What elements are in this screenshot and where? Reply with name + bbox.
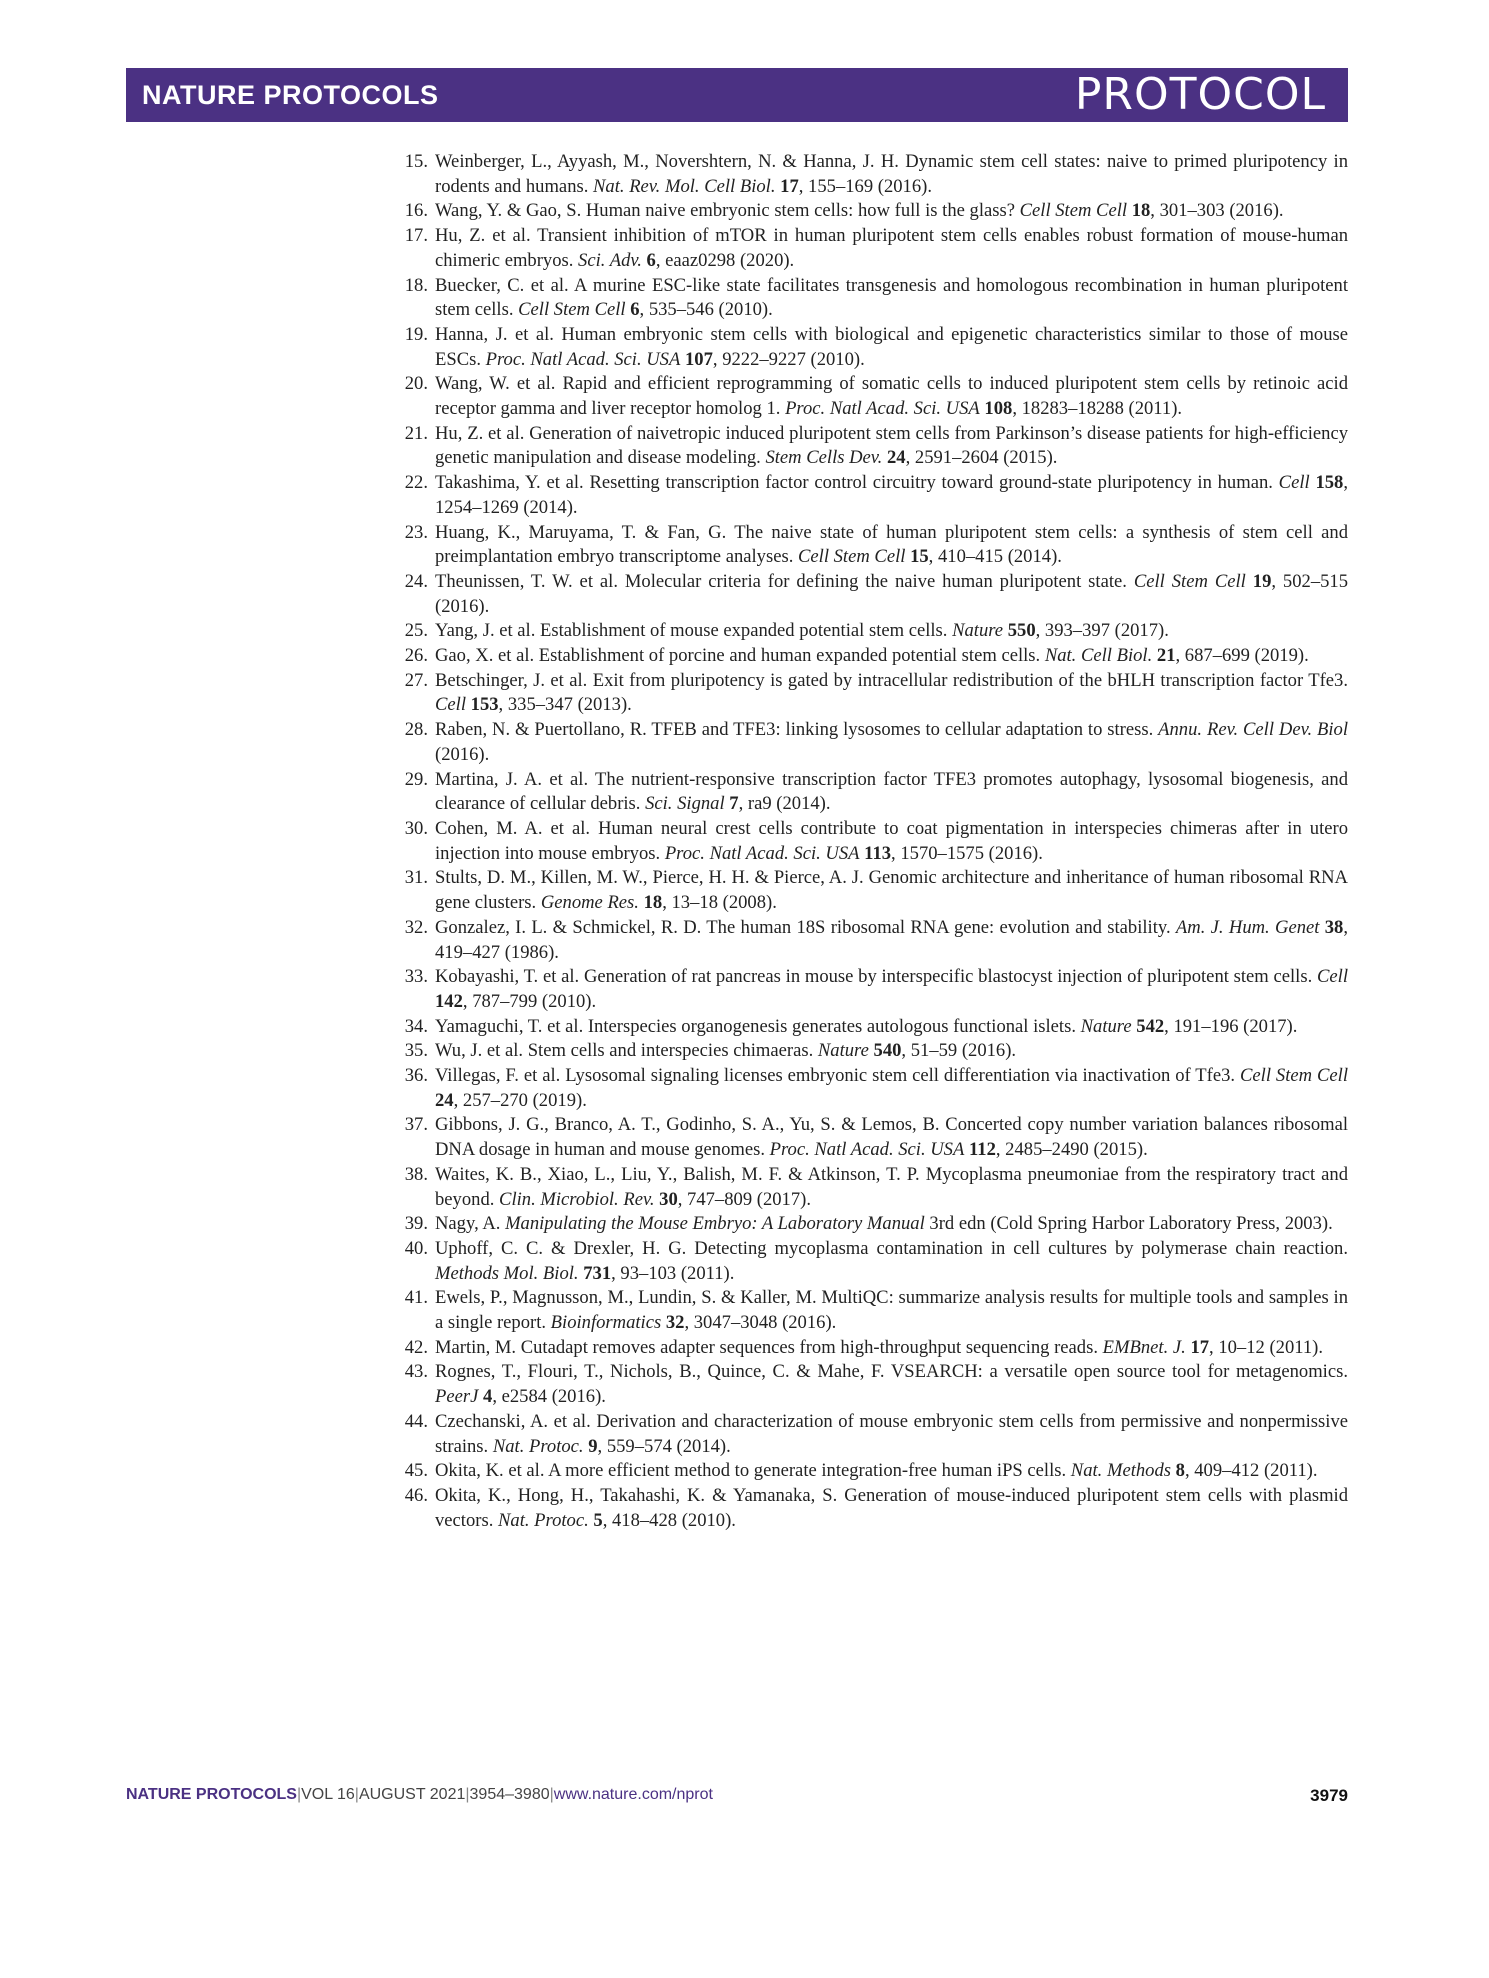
reference-number: 37. <box>404 1114 428 1136</box>
reference-text: Theunissen, T. W. et al. Molecular criteria for defining the naive human pluripotent state. <box>435 570 1134 592</box>
reference-item <box>390 619 1348 644</box>
reference-volume: 108 <box>984 398 1013 420</box>
reference-source: Proc. Natl Acad. Sci. USA <box>485 348 681 370</box>
reference-text: , 51–59 (2016). <box>901 1040 1017 1062</box>
reference-number: 33. <box>404 966 428 988</box>
reference-text: Huang, K., Maruyama, T. & Fan, G. The naive state of human pluripotent stem cells: a synthesis of stem cell and preimplantation embryo transcriptome analyses. <box>435 521 1348 568</box>
reference-source: Genome Res. <box>540 892 639 914</box>
reference-text: 3rd edn (Cold Spring Harbor Laboratory Press, 2003). <box>924 1213 1333 1235</box>
reference-number: 41. <box>404 1287 428 1309</box>
reference-source: Sci. Adv. <box>578 249 642 271</box>
reference-text: Martina, J. A. et al. The nutrient-responsive transcription factor TFE3 promotes autophagy, lysosomal biogenesis, and clearance of cellular debris. <box>435 768 1348 815</box>
reference-text: Waites, K. B., Xiao, L., Liu, Y., Balish, M. F. & Atkinson, T. P. Mycoplasma pneumoniae from the respiratory tract and beyond. <box>435 1163 1348 1210</box>
reference-text: Betschinger, J. et al. Exit from pluripotency is gated by intracellular redistribution of the bHLH transcription factor Tfe3. <box>435 669 1348 691</box>
reference-item <box>390 1212 1348 1237</box>
reference-source: Proc. Natl Acad. Sci. USA <box>769 1139 965 1161</box>
reference-volume: 6 <box>646 249 656 271</box>
journal-header-banner <box>126 68 1348 122</box>
reference-volume: 107 <box>685 348 713 370</box>
footer-separator: | <box>549 1786 554 1803</box>
reference-number: 19. <box>404 323 428 345</box>
footer-separator: | <box>354 1786 359 1803</box>
reference-source: Nature <box>1080 1015 1132 1037</box>
reference-item <box>390 1237 1348 1286</box>
reference-item <box>390 817 1348 866</box>
reference-text: Gao, X. et al. Establishment of porcine and human expanded potential stem cells. <box>435 645 1045 667</box>
reference-text: Wu, J. et al. Stem cells and interspecies chimaeras. <box>435 1040 818 1062</box>
reference-text: , 2485–2490 (2015). <box>995 1139 1148 1161</box>
reference-text: Hanna, J. et al. Human embryonic stem cells with biological and epigenetic characteristics similar to those of mouse ESCs. <box>435 323 1348 370</box>
reference-text: , 535–546 (2010). <box>639 299 773 321</box>
reference-text: , 3047–3048 (2016). <box>684 1312 837 1334</box>
reference-text: Gonzalez, I. L. & Schmickel, R. D. The human 18S ribosomal RNA gene: evolution and stability. <box>435 916 1176 938</box>
reference-source: Cell Stem Cell <box>798 546 906 568</box>
article-type-label: PROTOCOL <box>1074 69 1326 120</box>
reference-text: , 1254–1269 (2014). <box>435 472 1348 518</box>
reference-source: Cell <box>435 694 466 716</box>
reference-text: Ewels, P., Magnusson, M., Lundin, S. & Kaller, M. MultiQC: summarize analysis results for multiple tools and samples in a single report. <box>435 1287 1348 1334</box>
reference-item <box>390 471 1348 520</box>
reference-number: 34. <box>404 1015 428 1037</box>
reference-volume: 8 <box>1175 1460 1185 1482</box>
reference-text: Uphoff, C. C. & Drexler, H. G. Detecting mycoplasma contamination in cell cultures by polymerase chain reaction. <box>435 1237 1348 1259</box>
reference-item <box>390 965 1348 1014</box>
reference-item <box>390 718 1348 767</box>
reference-volume: 4 <box>483 1386 493 1408</box>
reference-number: 45. <box>404 1460 428 1482</box>
footer-volume: VOL 16 <box>301 1786 355 1803</box>
reference-source: Stem Cells Dev. <box>765 447 883 469</box>
reference-source: Bioinformatics <box>550 1312 662 1334</box>
reference-volume: 15 <box>910 546 929 568</box>
reference-source: Cell Stem Cell <box>1019 200 1128 222</box>
reference-source: Cell <box>1317 966 1348 988</box>
reference-text: Hu, Z. et al. Transient inhibition of mTOR in human pluripotent stem cells enables robust formation of mouse-human chimeric embryos. <box>435 225 1348 271</box>
reference-item <box>390 1410 1348 1459</box>
reference-number: 40. <box>404 1237 428 1259</box>
reference-item <box>390 1484 1348 1533</box>
reference-number: 44. <box>404 1410 428 1432</box>
reference-item <box>390 669 1348 718</box>
reference-text: Cohen, M. A. et al. Human neural crest cells contribute to coat pigmentation in interspecies chimeras after in utero injection into mouse embryos. <box>435 817 1348 864</box>
reference-source: Methods Mol. Biol. <box>435 1262 579 1284</box>
reference-text: Yamaguchi, T. et al. Interspecies organogenesis generates autologous functional islets. <box>435 1015 1081 1037</box>
reference-text: , 257–270 (2019). <box>453 1089 587 1111</box>
reference-source: Am. J. Hum. Genet <box>1175 916 1320 938</box>
reference-number: 31. <box>404 867 428 889</box>
reference-number: 21. <box>404 422 428 444</box>
reference-item <box>390 150 1348 199</box>
reference-volume: 17 <box>780 175 799 197</box>
reference-source: Clin. Microbiol. Rev. <box>499 1188 655 1210</box>
reference-text: , 419–427 (1986). <box>435 916 1348 963</box>
reference-volume: 17 <box>1190 1336 1210 1358</box>
reference-number: 32. <box>404 916 428 938</box>
reference-text: , 393–397 (2017). <box>1035 620 1169 642</box>
reference-number: 38. <box>404 1163 428 1185</box>
reference-source: Annu. Rev. Cell Dev. Biol <box>1158 719 1348 741</box>
reference-volume: 19 <box>1252 570 1272 592</box>
reference-volume: 142 <box>435 990 463 1012</box>
reference-volume: 30 <box>659 1188 678 1210</box>
reference-item <box>390 570 1348 619</box>
reference-number: 18. <box>404 274 428 296</box>
reference-number: 25. <box>404 620 428 642</box>
reference-number: 35. <box>404 1040 428 1062</box>
reference-text: , e2584 (2016). <box>492 1386 606 1408</box>
reference-source: Sci. Signal <box>645 793 725 815</box>
reference-item <box>390 274 1348 323</box>
reference-number: 26. <box>404 645 428 667</box>
reference-item <box>390 866 1348 915</box>
reference-text: Wang, W. et al. Rapid and efficient reprogramming of somatic cells to induced pluripotent stem cells by retinoic acid receptor gamma and liver receptor homolog 1. <box>435 373 1348 420</box>
reference-source: Nat. Rev. Mol. Cell Biol. <box>593 175 776 197</box>
reference-text: , 301–303 (2016). <box>1150 200 1284 222</box>
reference-text: , 1570–1575 (2016). <box>891 842 1043 864</box>
reference-text: Nagy, A. <box>435 1213 506 1235</box>
reference-text: Yang, J. et al. Establishment of mouse expanded potential stem cells. <box>435 620 953 642</box>
reference-text: Raben, N. & Puertollano, R. TFEB and TFE3: linking lysosomes to cellular adaptation to stress. <box>435 719 1159 741</box>
reference-item <box>390 1459 1348 1484</box>
reference-source: Proc. Natl Acad. Sci. USA <box>664 842 860 864</box>
reference-volume: 550 <box>1007 620 1036 642</box>
reference-source: Nat. Protoc. <box>498 1509 589 1531</box>
reference-item <box>390 1336 1348 1361</box>
reference-source: Proc. Natl Acad. Sci. USA <box>785 398 980 420</box>
reference-volume: 153 <box>470 694 499 716</box>
journal-name: NATURE PROTOCOLS <box>142 80 439 110</box>
reference-volume: 731 <box>583 1262 612 1284</box>
footer-url-link[interactable]: www.nature.com/nprot <box>553 1786 713 1803</box>
reference-number: 23. <box>404 521 428 543</box>
reference-volume: 18 <box>1131 200 1151 222</box>
footer-separator: | <box>296 1786 302 1803</box>
reference-item <box>390 224 1348 273</box>
reference-text: , 335–347 (2013). <box>498 694 632 716</box>
reference-text: Martin, M. Cutadapt removes adapter sequences from high-throughput sequencing reads. <box>435 1336 1103 1358</box>
reference-text: , ra9 (2014). <box>738 793 831 815</box>
reference-text: , 559–574 (2014). <box>597 1435 731 1457</box>
reference-text: , 502–515 (2016). <box>435 570 1349 617</box>
reference-volume: 540 <box>873 1040 902 1062</box>
footer-separator: | <box>465 1786 470 1803</box>
reference-volume: 158 <box>1315 472 1344 494</box>
reference-number: 29. <box>404 768 428 790</box>
reference-volume: 7 <box>729 793 739 815</box>
reference-volume: 112 <box>969 1139 996 1161</box>
reference-list <box>390 150 1348 1533</box>
reference-item <box>390 422 1348 471</box>
reference-number: 20. <box>404 373 428 395</box>
reference-item <box>390 1015 1348 1040</box>
reference-volume: 9 <box>588 1435 598 1457</box>
reference-number: 43. <box>404 1361 428 1383</box>
reference-item <box>390 199 1348 224</box>
reference-text: , 9222–9227 (2010). <box>712 348 865 370</box>
reference-text: Hu, Z. et al. Generation of naivetropic induced pluripotent stem cells from Parkinson’s disease patients for high-efficiency genetic manipulation and disease modeling. <box>435 422 1348 469</box>
reference-number: 36. <box>404 1065 428 1087</box>
reference-text: , 10–12 (2011). <box>1209 1336 1323 1358</box>
reference-text <box>1246 571 1253 592</box>
reference-text: , 2591–2604 (2015). <box>905 447 1058 469</box>
reference-number: 30. <box>404 817 428 839</box>
reference-source: Nature <box>817 1040 869 1062</box>
reference-volume: 6 <box>630 299 640 321</box>
reference-text: Buecker, C. et al. A murine ESC-like state facilitates transgenesis and homologous recombination in human pluripotent stem cells. <box>435 274 1348 321</box>
reference-text: , 191–196 (2017). <box>1164 1015 1298 1037</box>
reference-text: Gibbons, J. G., Branco, A. T., Godinho, S. A., Yu, S. & Lemos, B. Concerted copy number variation balances ribosomal DNA dosage in human and mouse genomes. <box>435 1114 1348 1161</box>
reference-volume: 32 <box>665 1312 685 1334</box>
reference-text: (2016). <box>435 743 490 765</box>
reference-item <box>390 644 1348 669</box>
page-number: 3979 <box>1310 1786 1348 1805</box>
reference-source: Cell Stem Cell <box>1240 1065 1348 1087</box>
reference-number: 16. <box>404 200 428 222</box>
reference-number: 17. <box>404 225 428 247</box>
reference-text: , 18283–18288 (2011). <box>1012 398 1183 420</box>
reference-text: , 747–809 (2017). <box>677 1188 811 1210</box>
reference-source: Cell <box>1278 472 1310 494</box>
reference-volume: 542 <box>1136 1015 1165 1037</box>
reference-item <box>390 916 1348 965</box>
reference-text: Stults, D. M., Killen, M. W., Pierce, H. H. & Pierce, A. J. Genomic architecture and inheritance of human ribosomal RNA gene clusters. <box>435 867 1348 914</box>
reference-item <box>390 372 1348 421</box>
reference-text: Rognes, T., Flouri, T., Nichols, B., Quince, C. & Mahe, F. VSEARCH: a versatile open source tool for metagenomics. <box>435 1361 1348 1383</box>
reference-text: , 787–799 (2010). <box>462 990 597 1012</box>
reference-text: , 687–699 (2019). <box>1175 645 1309 667</box>
reference-text: Weinberger, L., Ayyash, M., Novershtern, N. & Hanna, J. H. Dynamic stem cell states: naive to primed pluripotency in rodents and humans. <box>435 151 1348 197</box>
reference-source: Nat. Methods <box>1070 1460 1171 1482</box>
reference-text: Villegas, F. et al. Lysosomal signaling licenses embryonic stem cell differentiation via inactivation of Tfe3. <box>435 1065 1240 1087</box>
reference-number: 22. <box>404 472 428 494</box>
footer-pages: 3954–3980 <box>469 1786 550 1803</box>
reference-text: , 13–18 (2008). <box>662 892 777 914</box>
reference-source: Nature <box>952 620 1004 642</box>
reference-number: 27. <box>404 669 428 691</box>
reference-source: EMBnet. J. <box>1102 1336 1186 1358</box>
reference-volume: 24 <box>887 447 906 469</box>
reference-number: 46. <box>404 1484 428 1506</box>
reference-text: , 155–169 (2016). <box>798 175 932 197</box>
reference-text: , 409–412 (2011). <box>1184 1460 1318 1482</box>
reference-source: Nat. Cell Biol. <box>1044 645 1153 667</box>
reference-number: 24. <box>404 570 428 592</box>
reference-source: PeerJ <box>435 1386 479 1408</box>
reference-volume: 18 <box>643 892 663 914</box>
reference-text: Okita, K. et al. A more efficient method to generate integration-free human iPS cells. <box>435 1460 1071 1482</box>
reference-text: Okita, K., Hong, H., Takahashi, K. & Yamanaka, S. Generation of mouse-induced pluripotent stem cells with plasmid vectors. <box>435 1484 1348 1531</box>
reference-text: , 410–415 (2014). <box>928 546 1062 568</box>
reference-text: , 93–103 (2011). <box>611 1262 735 1284</box>
reference-number: 42. <box>404 1336 428 1358</box>
reference-item <box>390 323 1348 372</box>
reference-text: Czechanski, A. et al. Derivation and characterization of mouse embryonic stem cells from permissive and nonpermissive strains. <box>435 1410 1348 1457</box>
reference-item <box>390 1163 1348 1212</box>
reference-item <box>390 1113 1348 1162</box>
reference-item <box>390 1039 1348 1064</box>
reference-number: 28. <box>404 719 428 741</box>
reference-text: Takashima, Y. et al. Resetting transcription factor control circuitry toward ground-state pluripotency in human. <box>435 472 1279 494</box>
reference-volume: 24 <box>435 1089 454 1111</box>
footer-journal-name: NATURE PROTOCOLS <box>126 1786 297 1803</box>
reference-volume: 38 <box>1324 916 1344 938</box>
reference-text: , eaaz0298 (2020). <box>655 249 795 271</box>
reference-item <box>390 1286 1348 1335</box>
reference-source: Nat. Protoc. <box>492 1435 584 1457</box>
reference-item <box>390 1064 1348 1113</box>
reference-text: Kobayashi, T. et al. Generation of rat pancreas in mouse by interspecific blastocyst injection of pluripotent stem cells. <box>435 966 1317 988</box>
reference-source: Cell Stem Cell <box>518 299 626 321</box>
reference-source: Cell Stem Cell <box>1133 570 1246 592</box>
reference-number: 39. <box>404 1213 428 1235</box>
page-footer <box>126 1786 1348 1810</box>
footer-issue-date: AUGUST 2021 <box>358 1786 466 1803</box>
reference-volume: 21 <box>1156 645 1176 667</box>
reference-item <box>390 768 1348 817</box>
reference-item <box>390 1360 1348 1409</box>
reference-source: Manipulating the Mouse Embryo: A Laboratory Manual <box>505 1213 925 1235</box>
reference-volume: 113 <box>864 842 892 864</box>
reference-volume: 5 <box>593 1509 603 1531</box>
reference-item <box>390 521 1348 570</box>
reference-text: Wang, Y. & Gao, S. Human naive embryonic stem cells: how full is the glass? <box>435 200 1020 222</box>
reference-number: 15. <box>404 151 428 172</box>
reference-text: , 418–428 (2010). <box>602 1509 736 1531</box>
